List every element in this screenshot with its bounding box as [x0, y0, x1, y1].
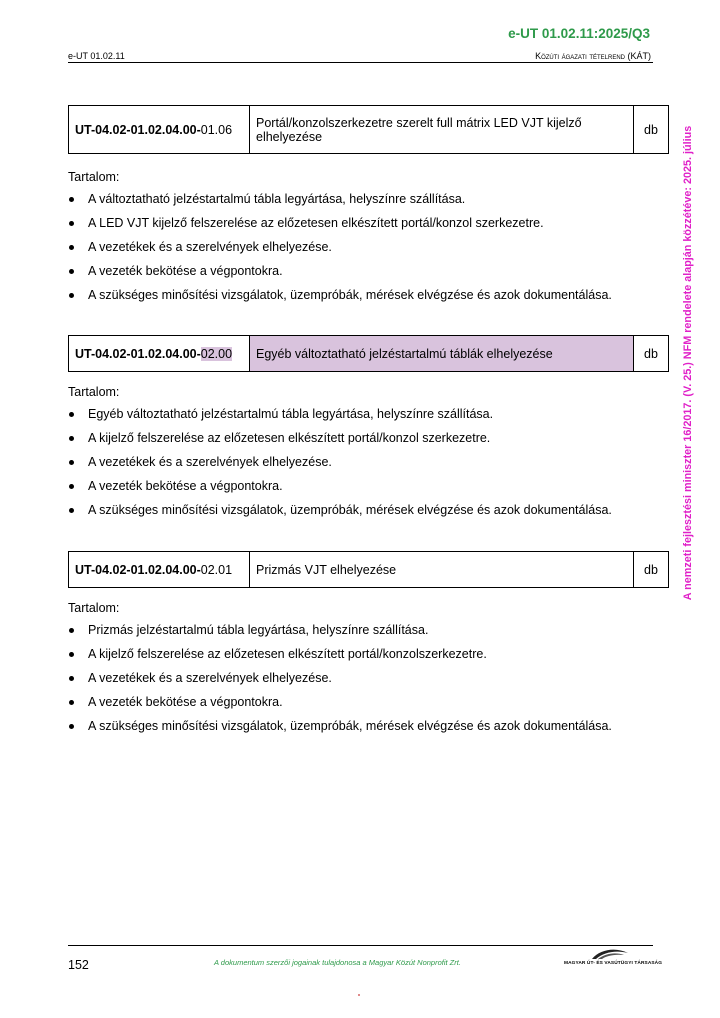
- content-label: Tartalom:: [68, 170, 120, 184]
- bullet-icon: [69, 484, 74, 489]
- bullet-icon: [69, 724, 74, 729]
- content-block: [68, 170, 668, 311]
- header-rule: [68, 62, 653, 63]
- list-item-text: A vezeték bekötése a végpontokra.: [88, 264, 283, 278]
- list-item: [68, 622, 668, 646]
- item-description: Egyéb változtatható jelzéstartalmú táblák elhelyezése: [250, 336, 634, 372]
- bullet-icon: [69, 676, 74, 681]
- content-list: [68, 191, 668, 311]
- list-item: [68, 287, 668, 311]
- content-block: [68, 385, 668, 526]
- bullet-icon: [69, 221, 74, 226]
- bullet-icon: [69, 700, 74, 705]
- marker-dot: [358, 994, 360, 996]
- item-description: Prizmás VJT elhelyezése: [250, 552, 634, 588]
- item-table: [68, 335, 669, 372]
- list-item-text: A vezeték bekötése a végpontokra.: [88, 479, 283, 493]
- logo-text: MAGYAR ÚT- ÉS VASÚTÜGYI TÁRSASÁG: [564, 961, 663, 966]
- bullet-icon: [69, 460, 74, 465]
- copyright-notice: A dokumentum szerzői jogainak tulajdonosa a Magyar Közút Nonprofit Zrt.: [214, 958, 461, 967]
- list-item: [68, 502, 668, 526]
- item-code-suffix: 02.00: [200, 346, 233, 361]
- item-code-suffix: 02.01: [200, 562, 233, 577]
- item-code-prefix: UT-04.02-01.02.04.00-: [75, 562, 201, 577]
- content-label: Tartalom:: [68, 601, 120, 615]
- list-item: [68, 478, 668, 502]
- list-item-text: A vezetékek és a szerelvények elhelyezése.: [88, 240, 332, 254]
- list-item-text: A vezetékek és a szerelvények elhelyezése.: [88, 455, 332, 469]
- item-unit: db: [634, 106, 669, 154]
- content-block: [68, 601, 668, 742]
- list-item-text: A szükséges minősítési vizsgálatok, üzempróbák, mérések elvégzése és azok dokumentálása.: [88, 719, 612, 733]
- list-item: [68, 694, 668, 718]
- bullet-icon: [69, 412, 74, 417]
- item-unit: db: [634, 552, 669, 588]
- bullet-icon: [69, 197, 74, 202]
- list-item: [68, 263, 668, 287]
- bullet-icon: [69, 293, 74, 298]
- item-code-prefix: UT-04.02-01.02.04.00-: [75, 122, 201, 137]
- side-note: A nemzeti fejlesztési miniszter 16/2017. (V. 25.) NFM rendelete alapján közzétéve: 2025. július: [682, 125, 694, 601]
- list-item-text: A szükséges minősítési vizsgálatok, üzempróbák, mérések elvégzése és azok dokumentálása.: [88, 503, 612, 517]
- list-item-text: Egyéb változtatható jelzéstartalmú tábla legyártása, helyszínre szállítása.: [88, 407, 494, 421]
- item-description: Portál/konzolszerkezetre szerelt full mátrix LED VJT kijelző elhelyezése: [250, 106, 634, 154]
- item-table: [68, 551, 669, 588]
- list-item-text: Prizmás jelzéstartalmú tábla legyártása, helyszínre szállítása.: [88, 623, 429, 637]
- header-left: e-UT 01.02.11: [68, 51, 125, 61]
- content-list: [68, 622, 668, 742]
- list-item: [68, 215, 668, 239]
- list-item-text: A vezeték bekötése a végpontokra.: [88, 695, 283, 709]
- list-item-text: A kijelző felszerelése az előzetesen elkészített portál/konzol szerkezetre.: [88, 431, 491, 445]
- list-item: [68, 646, 668, 670]
- item-table: [68, 105, 669, 154]
- bullet-icon: [69, 245, 74, 250]
- list-item: [68, 239, 668, 263]
- item-code: [69, 336, 250, 372]
- swoosh-icon: [590, 947, 630, 961]
- list-item: [68, 670, 668, 694]
- item-code-suffix: 01.06: [200, 122, 233, 137]
- bullet-icon: [69, 508, 74, 513]
- list-item: [68, 718, 668, 742]
- bullet-icon: [69, 652, 74, 657]
- document-code: e-UT 01.02.11:2025/Q3: [508, 26, 650, 41]
- content-label: Tartalom:: [68, 385, 120, 399]
- list-item-text: A LED VJT kijelző felszerelése az előzetesen elkészített portál/konzol szerkezetre.: [88, 216, 544, 230]
- item-code: [69, 106, 250, 154]
- list-item-text: A kijelző felszerelése az előzetesen elkészített portál/konzolszerkezetre.: [88, 647, 487, 661]
- list-item: [68, 191, 668, 215]
- page-number: 152: [68, 958, 89, 972]
- bullet-icon: [69, 436, 74, 441]
- item-code-prefix: UT-04.02-01.02.04.00-: [75, 346, 201, 361]
- content-list: [68, 406, 668, 526]
- list-item-text: A vezetékek és a szerelvények elhelyezése.: [88, 671, 332, 685]
- list-item: [68, 454, 668, 478]
- item-code: [69, 552, 250, 588]
- item-unit: db: [634, 336, 669, 372]
- list-item: [68, 406, 668, 430]
- header-right: Közúti ágazati tételrend (KÁT): [535, 51, 651, 61]
- company-logo: [560, 947, 663, 971]
- footer-rule: [68, 945, 653, 946]
- bullet-icon: [69, 269, 74, 274]
- list-item-text: A változtatható jelzéstartalmú tábla legyártása, helyszínre szállítása.: [88, 192, 466, 206]
- list-item-text: A szükséges minősítési vizsgálatok, üzempróbák, mérések elvégzése és azok dokumentálása.: [88, 288, 612, 302]
- list-item: [68, 430, 668, 454]
- bullet-icon: [69, 628, 74, 633]
